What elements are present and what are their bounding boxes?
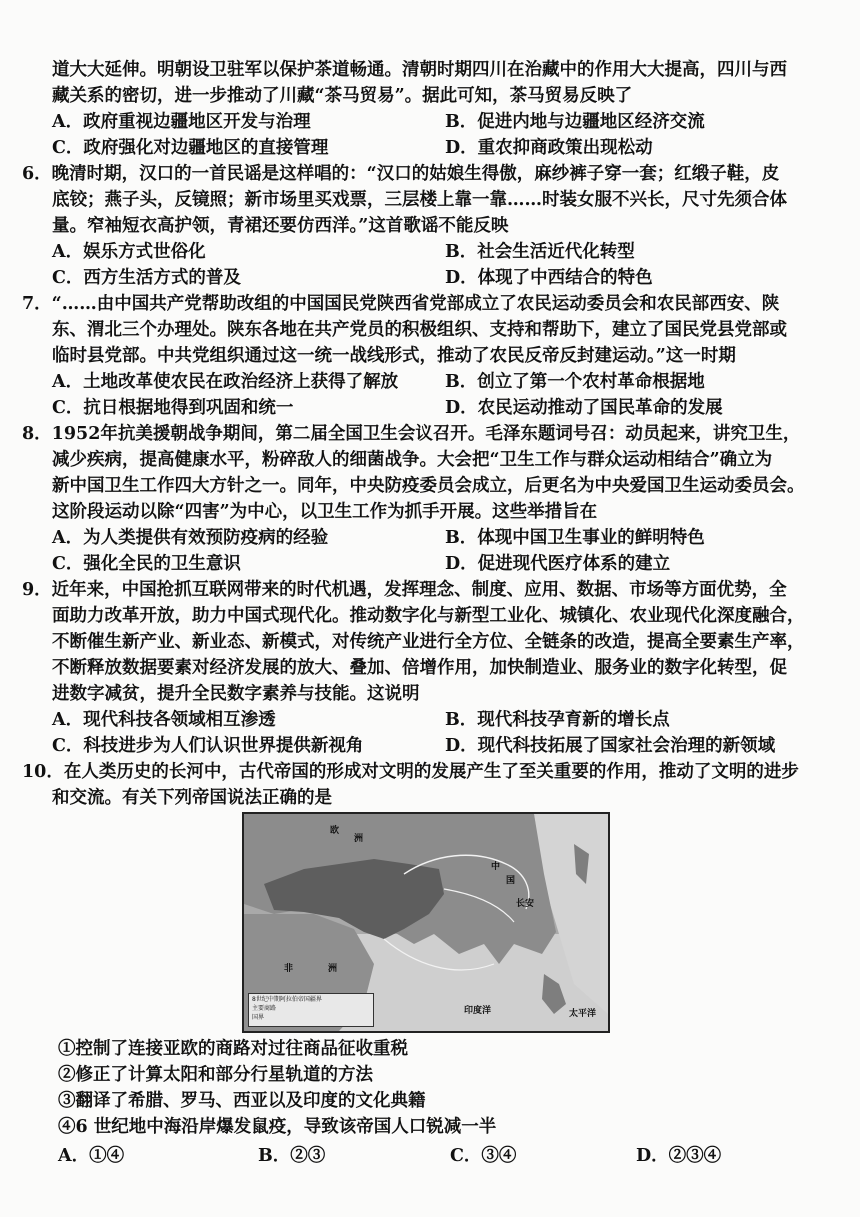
q6-stem-line-1: 6．晚清时期，汉口的一首民谣是这样唱的：“汉口的姑娘生得傲，麻纱裤子穿一套；红缎子鞋，皮 bbox=[22, 164, 780, 184]
q9-stem-line-5: 进数字减贫，提升全民数字素养与技能。这说明 bbox=[52, 684, 420, 704]
statement-4: ④6 世纪地中海沿岸爆发鼠疫，导致该帝国人口锐减一半 bbox=[58, 1117, 497, 1137]
q10-option-b: B．②③ bbox=[258, 1146, 326, 1166]
q7-option-d: D．农民运动推动了国民革命的发展 bbox=[445, 398, 723, 418]
q5-option-b: B．促进内地与边疆地区经济交流 bbox=[445, 112, 705, 132]
q5-text-line-2: 藏关系的密切，进一步推动了川藏“茶马贸易”。据此可知，茶马贸易反映了 bbox=[52, 86, 633, 106]
q9-stem-line-4: 不断释放数据要素对经济发展的放大、叠加、倍增作用，加快制造业、服务业的数字化转型，促 bbox=[52, 658, 787, 678]
legend-item-boundary: 8世纪中期阿拉伯帝国疆界 bbox=[252, 996, 322, 1003]
q5-option-c: C．政府强化对边疆地区的直接管理 bbox=[52, 138, 329, 158]
q9-option-a: A．现代科技各领域相互渗透 bbox=[52, 710, 276, 730]
q8-stem-line-1: 8．1952年抗美援朝战争期间，第二届全国卫生会议召开。毛泽东题词号召：动员起来，讲究卫生， bbox=[22, 424, 801, 444]
map-legend bbox=[248, 993, 374, 1027]
q9-stem-line-3: 不断催生新产业、新业态、新模式，对传统产业进行全方位、全链条的改造，提高全要素生产率， bbox=[52, 632, 805, 652]
q7-stem-line-3: 临时县党部。中共党组织通过这一统一战线形式，推动了农民反帝反封建运动。”这一时期 bbox=[52, 346, 736, 366]
q7-option-a: A．土地改革使农民在政治经济上获得了解放 bbox=[52, 372, 399, 392]
q8-option-b: B．体现中国卫生事业的鲜明特色 bbox=[445, 528, 705, 548]
q10-stem-line-2: 和交流。有关下列帝国说法正确的是 bbox=[52, 788, 332, 808]
map-label-fei: 非 bbox=[284, 964, 294, 974]
q7-stem-line-2: 东、渭北三个办理处。陕东各地在共产党员的积极组织、支持和帮助下，建立了国民党县党部或 bbox=[52, 320, 787, 340]
q8-option-d: D．促进现代医疗体系的建立 bbox=[445, 554, 671, 574]
statement-3: ③翻译了希腊、罗马、西亚以及印度的文化典籍 bbox=[58, 1091, 426, 1111]
map-label-indian-ocean: 印度洋 bbox=[464, 1006, 492, 1016]
statement-2: ②修正了计算太阳和部分行星轨道的方法 bbox=[58, 1065, 373, 1085]
map-label-ou: 欧 bbox=[330, 826, 340, 836]
legend-item-border: 国界 bbox=[252, 1014, 265, 1021]
q5-option-a: A．政府重视边疆地区开发与治理 bbox=[52, 112, 311, 132]
map-label-zhou2: 洲 bbox=[328, 964, 338, 974]
q6-option-d: D．体现了中西结合的特色 bbox=[445, 268, 653, 288]
q6-option-c: C．西方生活方式的普及 bbox=[52, 268, 241, 288]
q5-text-line-1: 道大大延伸。明朝设卫驻军以保护茶道畅通。清朝时期四川在治藏中的作用大大提高，四川与西 bbox=[52, 60, 787, 80]
q10-option-a: A．①④ bbox=[58, 1146, 125, 1166]
q9-option-c: C．科技进步为人们认识世界提供新视角 bbox=[52, 736, 364, 756]
q9-stem-line-2: 面助力改革开放，助力中国式现代化。推动数字化与新型工业化、城镇化、农业现代化深度融合， bbox=[52, 606, 805, 626]
q7-stem-line-1: 7．“……由中国共产党帮助改组的中国国民党陕西省党部成立了农民运动委员会和农民部西安、陕 bbox=[22, 294, 780, 314]
map-label-zhong: 中 bbox=[491, 862, 501, 872]
q8-option-c: C．强化全民的卫生意识 bbox=[52, 554, 241, 574]
q8-stem-line-2: 减少疾病，提高健康水平，粉碎敌人的细菌战争。大会把“卫生工作与群众运动相结合”确立为 bbox=[52, 450, 773, 470]
q10-option-d: D．②③④ bbox=[636, 1146, 722, 1166]
q10-stem-line-1: 10．在人类历史的长河中，古代帝国的形成对文明的发展产生了至关重要的作用，推动了文明的进步 bbox=[22, 762, 799, 782]
empire-map bbox=[242, 812, 610, 1033]
legend-item-route: 主要商路 bbox=[252, 1005, 277, 1012]
map-label-pacific: 太平洋 bbox=[569, 1009, 597, 1019]
q9-option-b: B．现代科技孕育新的增长点 bbox=[445, 710, 670, 730]
statement-1: ①控制了连接亚欧的商路对过往商品征收重税 bbox=[58, 1039, 408, 1059]
q10-option-c: C．③④ bbox=[450, 1146, 517, 1166]
q7-option-b: B．创立了第一个农村革命根据地 bbox=[445, 372, 705, 392]
map-label-zhou: 洲 bbox=[354, 834, 364, 844]
q7-option-c: C．抗日根据地得到巩固和统一 bbox=[52, 398, 294, 418]
q6-stem-line-2: 底铰；燕子头，反镜照；新市场里买戏票，三层楼上靠一靠……时装女服不兴长，尺寸先须合体 bbox=[52, 190, 787, 210]
q8-stem-line-3: 新中国卫生工作四大方针之一。同年，中央防疫委员会成立，后更名为中央爱国卫生运动委员会。 bbox=[52, 476, 805, 496]
map-label-guo: 国 bbox=[506, 876, 516, 886]
q6-option-a: A．娱乐方式世俗化 bbox=[52, 242, 206, 262]
q9-option-d: D．现代科技拓展了国家社会治理的新领域 bbox=[445, 736, 776, 756]
q6-option-b: B．社会生活近代化转型 bbox=[445, 242, 635, 262]
q9-stem-line-1: 9．近年来，中国抢抓互联网带来的时代机遇，发挥理念、制度、应用、数据、市场等方面优势，全 bbox=[22, 580, 787, 600]
q8-option-a: A．为人类提供有效预防疫病的经验 bbox=[52, 528, 329, 548]
q5-option-d: D．重农抑商政策出现松动 bbox=[445, 138, 653, 158]
q8-stem-line-4: 这阶段运动以除“四害”为中心，以卫生工作为抓手开展。这些举措旨在 bbox=[52, 502, 598, 522]
q6-stem-line-3: 量。窄袖短衣高护领，青裙还要仿西洋。”这首歌谣不能反映 bbox=[52, 216, 509, 236]
map-label-changan: 长安 bbox=[516, 899, 535, 909]
